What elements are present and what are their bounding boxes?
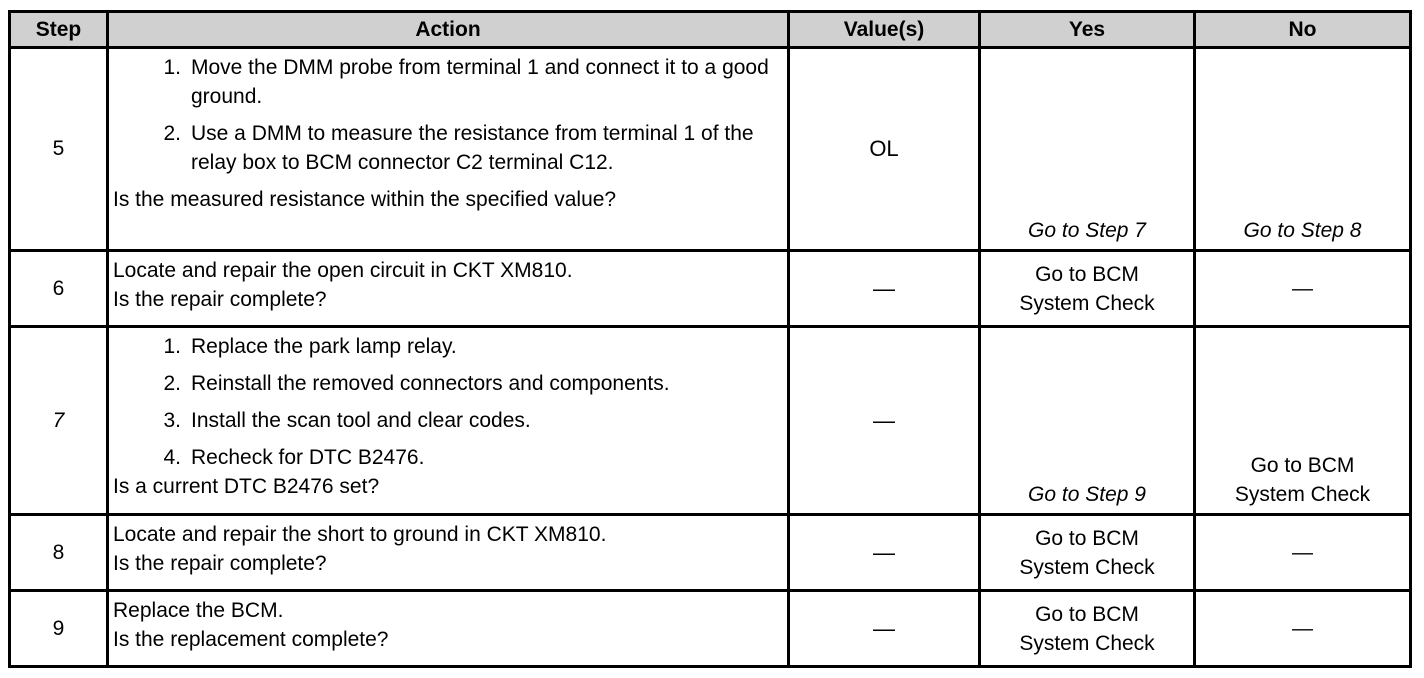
question-text: Is the measured resistance within the specified value? [113, 188, 617, 211]
item-text: Reinstall the removed connectors and components. [191, 372, 670, 395]
no-cell: — [1195, 591, 1411, 667]
header-no: No [1195, 12, 1411, 48]
item-text: Recheck for DTC B2476. [191, 446, 425, 469]
item-number: 1 . [113, 332, 191, 361]
list-item [113, 119, 783, 177]
action-cell [108, 515, 789, 591]
header-row [10, 12, 1411, 48]
table-row-step-5 [10, 48, 1411, 251]
item-text: Move the DMM probe from terminal 1 and connect it to a good ground. [191, 56, 769, 108]
table-row-step-6 [10, 251, 1411, 327]
no-cell: — [1195, 515, 1411, 591]
header-yes: Yes [980, 12, 1195, 48]
question-text: Is the repair complete? [113, 552, 327, 575]
table-row-step-9 [10, 591, 1411, 667]
diagnostic-table [8, 10, 1412, 668]
yes-cell [980, 327, 1195, 515]
action-cell [108, 251, 789, 327]
header-value: Value(s) [789, 12, 980, 48]
action-cell [108, 327, 789, 515]
step-number: 8 [10, 515, 108, 591]
no-cell [1195, 48, 1411, 251]
item-number: 4 . [113, 443, 191, 472]
header-action: Action [108, 12, 789, 48]
item-number: 2 . [113, 369, 191, 398]
step-number: 9 [10, 591, 108, 667]
list-item [113, 332, 783, 361]
no-cell [1195, 327, 1411, 515]
yes-cell: Go to BCM System Check [980, 515, 1195, 591]
list-item [113, 443, 783, 472]
no-goto-link: Go to BCM System Check [1234, 454, 1371, 506]
list-item [113, 369, 783, 398]
item-text: Install the scan tool and clear codes. [191, 409, 531, 432]
list-item [113, 406, 783, 435]
action-cell [108, 48, 789, 251]
action-text: Locate and repair the open circuit in CKT XM810. [113, 259, 573, 282]
step-number: 6 [10, 251, 108, 327]
yes-cell: Go to BCM System Check [980, 591, 1195, 667]
table-row-step-8 [10, 515, 1411, 591]
item-text: Use a DMM to measure the resistance from terminal 1 of the relay box to BCM connector C2 terminal C12. [191, 122, 754, 174]
value-cell: — [789, 251, 980, 327]
question-text: Is a current DTC B2476 set? [113, 475, 380, 498]
header-step: Step [10, 12, 108, 48]
value-cell: OL [789, 48, 980, 251]
no-cell: — [1195, 251, 1411, 327]
value-cell: — [789, 327, 980, 515]
yes-cell: Go to BCM System Check [980, 251, 1195, 327]
action-cell [108, 591, 789, 667]
item-number: 2 . [113, 119, 191, 177]
yes-goto-link: Go to Step 9 [1028, 483, 1146, 506]
question-text: Is the repair complete? [113, 288, 327, 311]
list-item [113, 53, 783, 111]
step-number: 7 [10, 327, 108, 515]
action-list [113, 332, 783, 472]
yes-cell [980, 48, 1195, 251]
item-text: Replace the park lamp relay. [191, 335, 457, 358]
item-number: 1 . [113, 53, 191, 111]
yes-goto-link: Go to Step 7 [1028, 219, 1146, 242]
action-text: Replace the BCM. [113, 599, 284, 622]
no-goto-link: Go to Step 8 [1243, 219, 1362, 242]
question-text: Is the replacement complete? [113, 628, 389, 651]
action-list [113, 53, 783, 177]
item-number: 3 . [113, 406, 191, 435]
step-number: 5 [10, 48, 108, 251]
action-text: Locate and repair the short to ground in CKT XM810. [113, 523, 607, 546]
value-cell: — [789, 591, 980, 667]
value-cell: — [789, 515, 980, 591]
table-row-step-7 [10, 327, 1411, 515]
